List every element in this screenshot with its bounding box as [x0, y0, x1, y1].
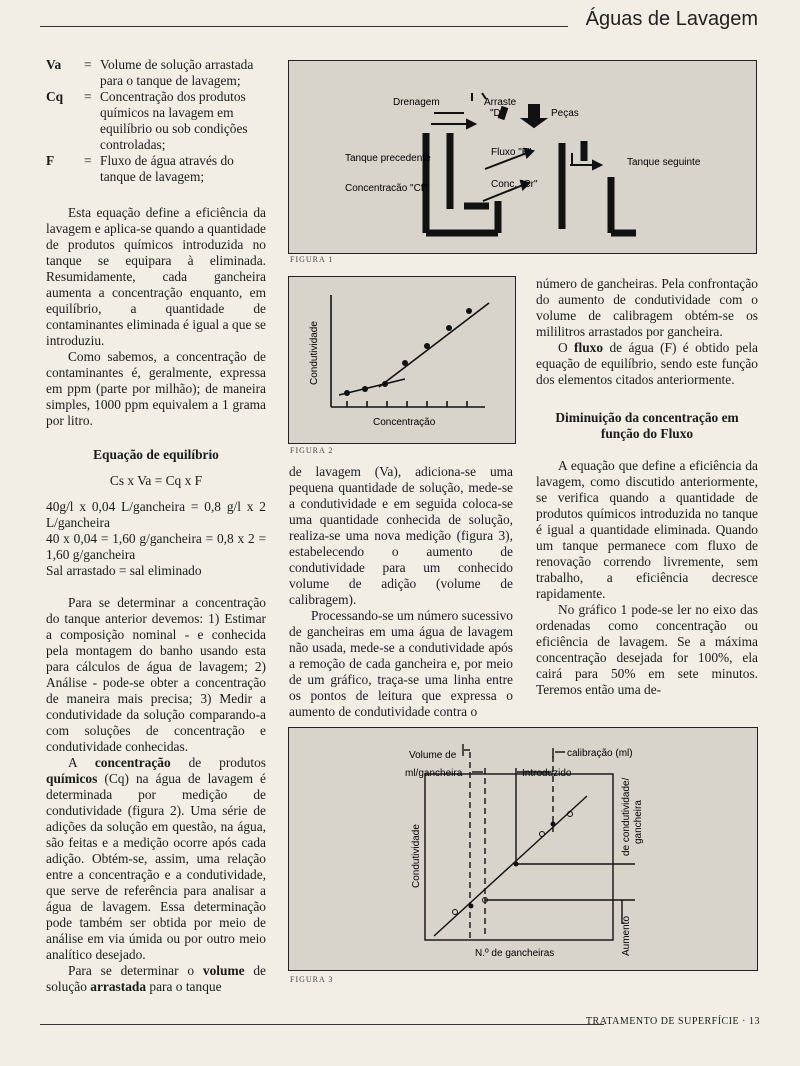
- conc-label: Conc. "Cr": [491, 179, 538, 190]
- arrowhead: [467, 120, 475, 128]
- tanque-seguinte-label: Tanque seguinte: [627, 157, 701, 168]
- paragraph: Processando-se um número sucessivo de gancheiras em uma água de lavagem não usada, mede-se a condutividade após a remoção de cada gancheira e, por meio de um gráfico, traça-se uma linha entre os pontos de leitura que expressa o aumento de condutividade contra o: [289, 608, 513, 719]
- paragraph: Esta equação define a eficiência da lavagem e aplica-se quando a quantidade de produtos químicos introduzida no tanque se equipara à eliminada. Resumidamente, cada gancheira aumenta a concentração enquanto, em equilíbrio, a quantidade de contaminantes eliminada é igual a que se introduziu.: [46, 205, 266, 348]
- footer-rule: [40, 1024, 604, 1025]
- figure-1-diagram: [289, 61, 756, 253]
- figure-2-chart: [289, 277, 515, 443]
- column-1: [46, 57, 266, 995]
- paragraph: número de gancheiras. Pela confrontação do aumento de condutividade com o volume de calibragem obtém-se os mililitros arrastados por gancheira.: [536, 276, 758, 339]
- arraste-d-label: "D": [490, 108, 505, 119]
- paragraph: A equação que define a eficiência da lavagem, como discutido anteriormente, se verifica quando a quantidade de produtos químicos introduzida no tanque é igual a quantidade eliminada. Quando um tanque permanece com fluxo de renovação correndo livremente, sem trabalho, a eficiência decresce rapidamente.: [536, 458, 758, 601]
- figure-2-caption: FIGURA 2: [290, 446, 334, 455]
- right-label-1: de condutividade/: [621, 777, 632, 856]
- concentracao-label: Concentracão "Cf": [345, 183, 428, 194]
- section-heading: Equação de equilíbrio: [93, 447, 219, 462]
- definition-va: Va = Volume de solução arrastada para o tanque de lavagem;: [46, 57, 254, 88]
- figure-3-caption: FIGURA 3: [290, 975, 334, 984]
- y-axis-label: Condutividade: [309, 321, 320, 385]
- fluxo-label: Fluxo "F": [491, 147, 532, 158]
- data-point: [466, 308, 472, 314]
- figure-2: [288, 276, 516, 444]
- paragraph: de lavagem (Va), adiciona-se uma pequena quantidade de solução, mede-se a condutividade e em seguida coloca-se uma quantidade conhecida de solução, realiza-se uma nova medição (figura 3), estabelecendo o aumento de condutividade para um conhecido volume de adição (volume de calibragem).: [289, 464, 513, 607]
- right-label-2: gancheira: [633, 800, 644, 844]
- data-point: [514, 862, 519, 867]
- figure-1: [288, 60, 757, 254]
- aumento-label: Aumento: [621, 915, 632, 956]
- data-point: [424, 343, 430, 349]
- pecas-arrow: [523, 119, 545, 127]
- drenagem-label: Drenagem: [393, 97, 440, 108]
- data-point: [362, 386, 368, 392]
- data-point-open: [540, 832, 545, 837]
- section-heading: Diminuição da concentração em função do Fluxo: [555, 410, 739, 441]
- ml-gancheira-label: ml/gancheira: [405, 768, 463, 779]
- paragraph: O fluxo de água (F) é obtido pela equação de equilíbrio, sendo este função dos elementos citados anteriormente.: [536, 340, 758, 387]
- equation: Cs x Va = Cq x F: [109, 473, 203, 488]
- figure-1-caption: FIGURA 1: [290, 255, 334, 264]
- x-axis-label: N.º de gancheiras: [475, 948, 555, 959]
- data-point: [382, 381, 388, 387]
- figure-3-chart: [289, 728, 757, 970]
- paragraph: Para se determinar a concentração do tanque anterior devemos: 1) Estimar a composição nominal - e conhecida pela montagem do banho usando esta para cálculos de água de lavagem; 2) Análise - pode-se obter a concentração de maneira mais precisa; 3) Medir a condutividade da solução comparando-a com soluções de concentração e condutividade conhecidas.: [46, 595, 266, 754]
- y-axis-label: Condutividade: [411, 824, 422, 888]
- page-footer: TRATAMENTO DE SUPERFÍCIE · 13: [585, 1016, 760, 1027]
- definition-cq: Cq = Concentração dos produtos químicos na lavagem em equilíbrio ou sob condições controladas;: [46, 89, 248, 152]
- arrowhead: [593, 161, 601, 169]
- introduzido-label: Introduzido: [522, 768, 572, 779]
- data-point: [402, 360, 408, 366]
- data-point: [469, 904, 474, 909]
- calculation: 40g/l x 0,04 L/gancheira = 0,8 g/l x 2 L/gancheira: [46, 499, 266, 530]
- data-point: [446, 325, 452, 331]
- data-point: [344, 390, 350, 396]
- paragraph: No gráfico 1 pode-se ler no eixo das ordenadas como concentração ou eficiência de lavagem. Se a máxima concentração desejada for 100%, ela cairá para 50% em sete minutos. Teremos então uma de-: [536, 602, 758, 697]
- pecas-label: Peças: [551, 108, 579, 119]
- paragraph: A concentração de produtos químicos (Cq) na água de lavagem é determinada por medição de condutividade (figura 2). Uma série de adições da solução em questão, na água, são feitas e a medição ocorre após cada adição. Obtém-se, assim, uma relação entre a concentração e a condutividade, que serve de referência para analisar a água de lavagem. Essa determinação pode também ser obtida por meio de análise em via úmida ou por outro meio analítico desejado.: [46, 755, 267, 962]
- volume-de-label: Volume de: [409, 750, 457, 761]
- trend-line: [434, 796, 587, 936]
- calibracao-label: calibração (ml): [567, 748, 633, 759]
- header-rule: [40, 26, 568, 27]
- calculation: Sal arrastado = sal eliminado: [46, 563, 202, 578]
- x-axis-label: Concentração: [373, 417, 436, 428]
- running-head: Águas de Lavagem: [585, 8, 758, 30]
- tanque-precedente-label: Tanque precedente: [345, 153, 431, 164]
- column-2: [289, 464, 513, 720]
- data-point-open: [453, 910, 458, 915]
- calculation: 40 x 0,04 = 1,60 g/gancheira = 0,8 x 2 = 1,60 g/gancheira: [46, 531, 266, 562]
- column-3: [536, 276, 758, 698]
- arraste-label: Arraste: [484, 97, 517, 108]
- figure-3: [288, 727, 758, 971]
- paragraph: Como sabemos, a concentração de contaminantes é, geralmente, expressa em ppm (parte por milhão); de maneira simples, 1000 ppm equivalem a 1 grama por litro.: [46, 349, 266, 428]
- definition-f: F = Fluxo de água através do tanque de lavagem;: [46, 153, 234, 184]
- data-point: [551, 822, 556, 827]
- pecas-arrow: [529, 105, 539, 119]
- paragraph: Para se determinar o volume de solução arrastada para o tanque: [46, 963, 266, 994]
- trend-line: [379, 303, 489, 387]
